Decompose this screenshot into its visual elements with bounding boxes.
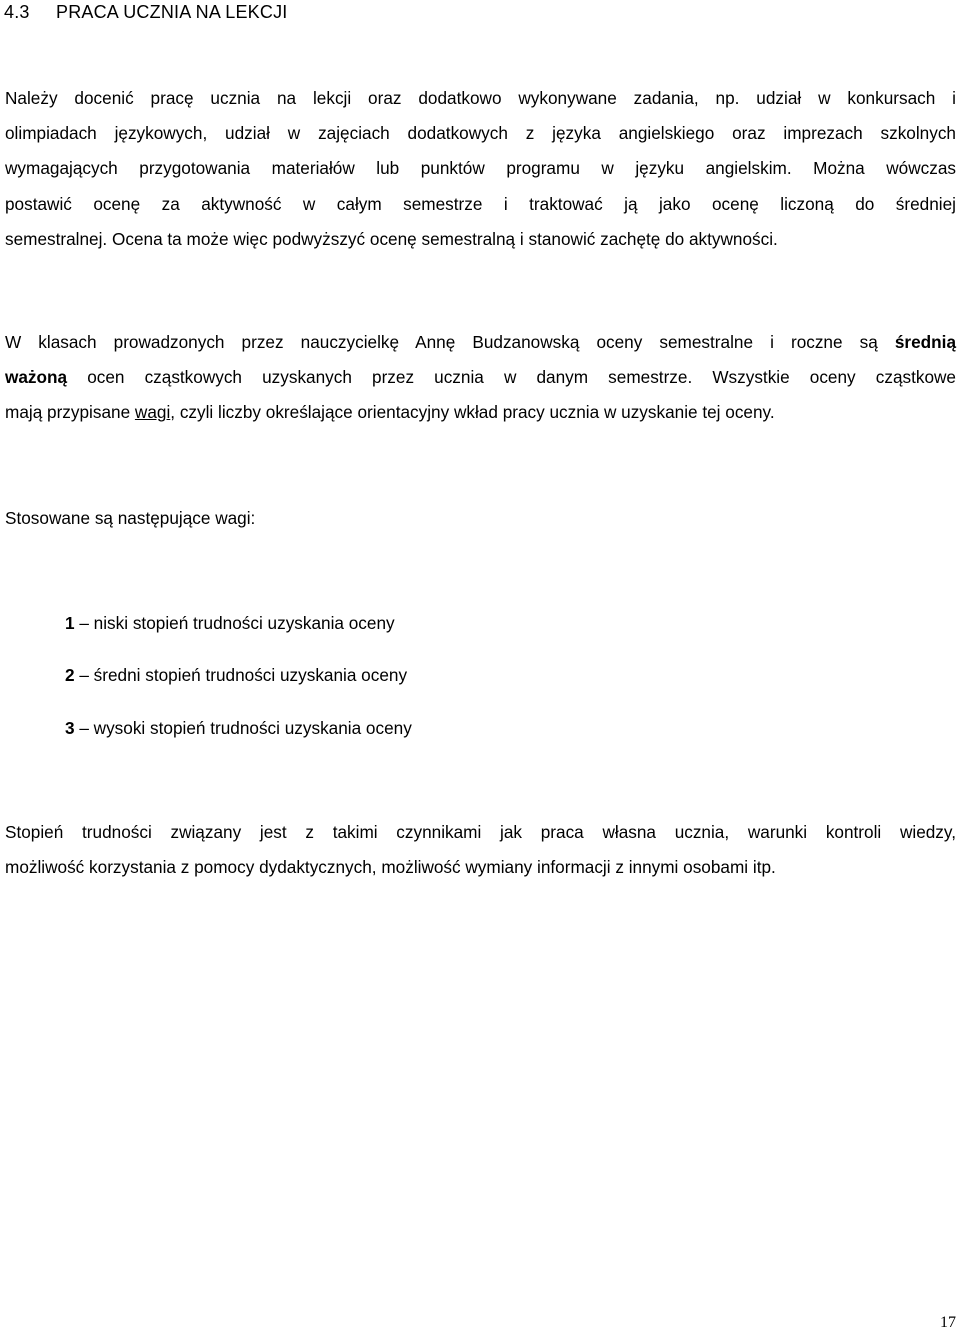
weight-value: 3 <box>65 718 75 738</box>
weight-description: – średni stopień trudności uzyskania oceny <box>74 665 408 685</box>
paragraph-line: Należy docenić pracę ucznia na lekcji oraz dodatkowo wykonywane zadania, np. udział w konkursach i <box>5 88 956 108</box>
paragraph-line: Stopień trudności związany jest z takimi czynnikami jak praca własna ucznia, warunki kontroli wiedzy, <box>5 822 956 842</box>
bold-term: ważoną <box>5 367 68 388</box>
paragraph-line <box>5 360 956 395</box>
text-run: , czyli liczby określające orientacyjny wkład pracy ucznia w uzyskanie tej oceny. <box>170 402 775 423</box>
weight-value: 2 <box>65 665 75 685</box>
weight-description: – niski stopień trudności uzyskania oceny <box>74 613 395 633</box>
weight-value: 1 <box>65 613 75 633</box>
paragraph-line <box>5 395 956 430</box>
paragraph-line: wymagających przygotowania materiałów lub punktów programu w języku angielskim. Można wówczas <box>5 158 956 179</box>
text-run: W klasach prowadzonych przez nauczycielkę Annę Budzanowską oceny semestralne i roczne są <box>5 332 895 352</box>
weight-description: – wysoki stopień trudności uzyskania oceny <box>74 718 412 738</box>
text-run: mają przypisane <box>5 402 135 423</box>
paragraph-weights-intro <box>5 501 956 536</box>
paragraph-line: semestralnej. Ocena ta może więc podwyższyć ocenę semestralną i stanowić zachętę do aktywności. <box>5 228 778 249</box>
list-item <box>65 664 407 686</box>
paragraph-weighted-average <box>5 325 956 431</box>
page-number: 17 <box>940 1314 956 1331</box>
bold-term: średnią <box>894 332 956 352</box>
paragraph-difficulty-factors <box>5 815 956 885</box>
paragraph-line: olimpiadach językowych, udział w zajęciach dodatkowych z języka angielskiego oraz imprezach szkolnych <box>5 123 956 144</box>
paragraph-line: postawić ocenę za aktywność w całym semestrze i traktować ją jako ocenę liczoną do średniej <box>5 193 956 214</box>
underlined-term: wagi <box>134 402 171 423</box>
text-run: ocen cząstkowych uzyskanych przez ucznia w danym semestrze. Wszystkie oceny cząstkowe <box>67 367 956 388</box>
paragraph-line <box>5 325 956 360</box>
section-title: PRACA UCZNIA NA LEKCJI <box>56 2 288 22</box>
section-number: 4.3 <box>4 2 30 22</box>
paragraph-line: możliwość korzystania z pomocy dydaktycznych, możliwość wymiany informacji z innymi osobami itp. <box>5 857 776 878</box>
paragraph-student-work <box>5 81 956 257</box>
list-item <box>65 717 412 739</box>
paragraph-line: Stosowane są następujące wagi: <box>5 508 256 528</box>
section-heading <box>4 1 287 23</box>
list-item <box>65 612 395 634</box>
